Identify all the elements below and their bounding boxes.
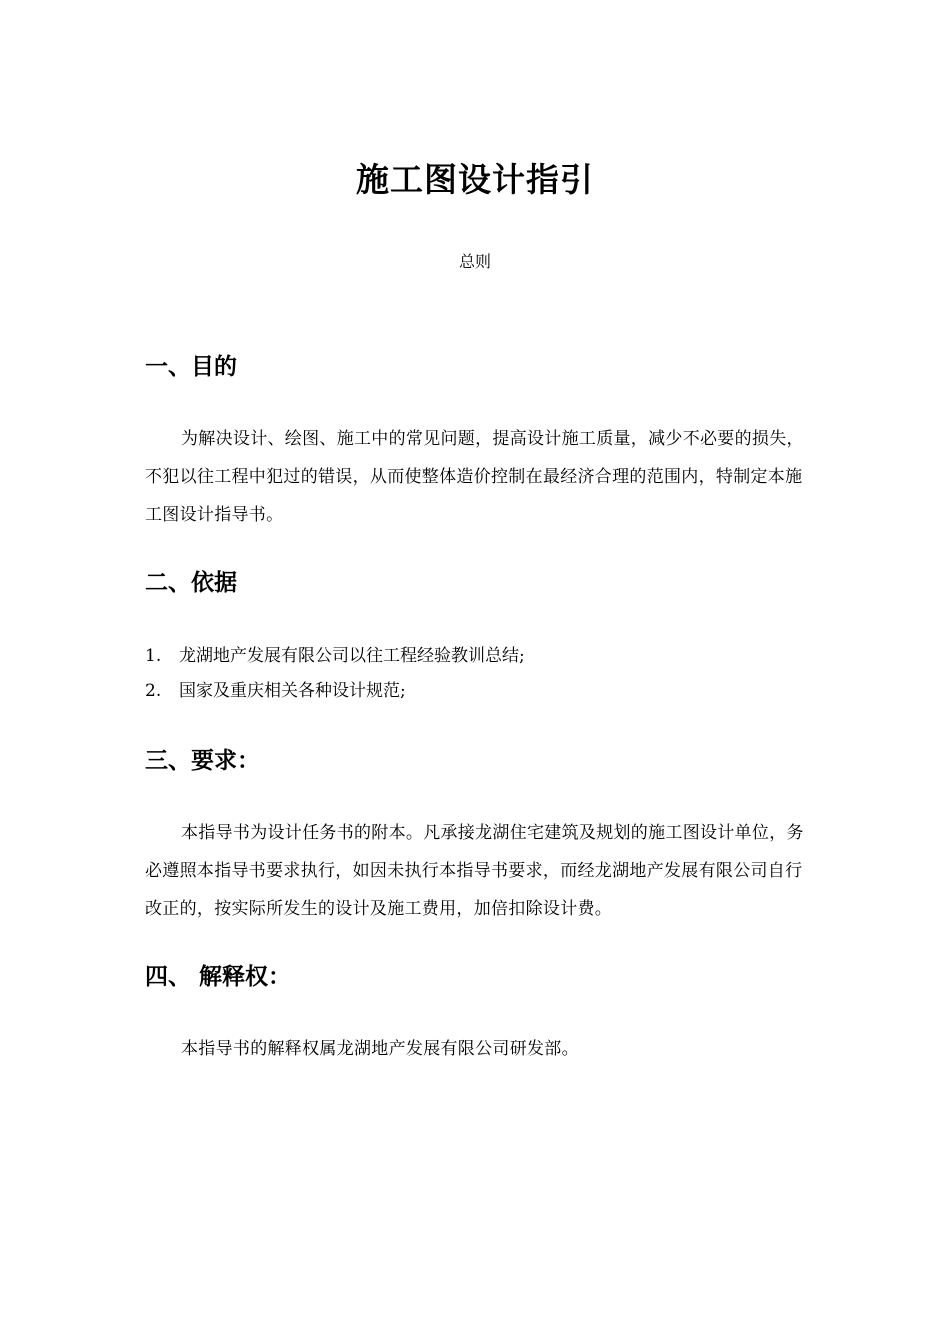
section-heading-basis: 二、依据 [145,569,237,596]
list-item [145,639,525,673]
list-item [145,674,406,708]
document-subtitle: 总则 [458,252,491,271]
section-paragraph-requirements: 本指导书为设计任务书的附本。凡承接龙湖住宅建筑及规划的施工图设计单位，务必遵照本指导书要求执行，如因未执行本指导书要求，而经龙湖地产发展有限公司自行改正的，按实际所发生的设计及施工费用，加倍扣除设计费。 [145,823,804,919]
list-item-number: 2. [145,681,162,701]
section-heading-interpretation: 四、 解释权： [145,963,292,990]
section-paragraph-interpretation: 本指导书的解释权属龙湖地产发展有限公司研发部。 [181,1039,579,1059]
list-item-text: 国家及重庆相关各种设计规范; [179,681,406,701]
document-title: 施工图设计指引 [356,160,594,199]
list-item-text: 龙湖地产发展有限公司以往工程经验教训总结; [179,646,525,666]
section-heading-purpose: 一、目的 [145,353,237,380]
section-paragraph-purpose: 为解决设计、绘图、施工中的常见问题，提高设计施工质量，减少不必要的损失，不犯以往工程中犯过的错误，从而使整体造价控制在最经济合理的范围内，特制定本施工图设计指导书。 [145,429,804,525]
list-item-number: 1. [145,646,162,666]
section-heading-requirements: 三、要求： [145,747,260,774]
